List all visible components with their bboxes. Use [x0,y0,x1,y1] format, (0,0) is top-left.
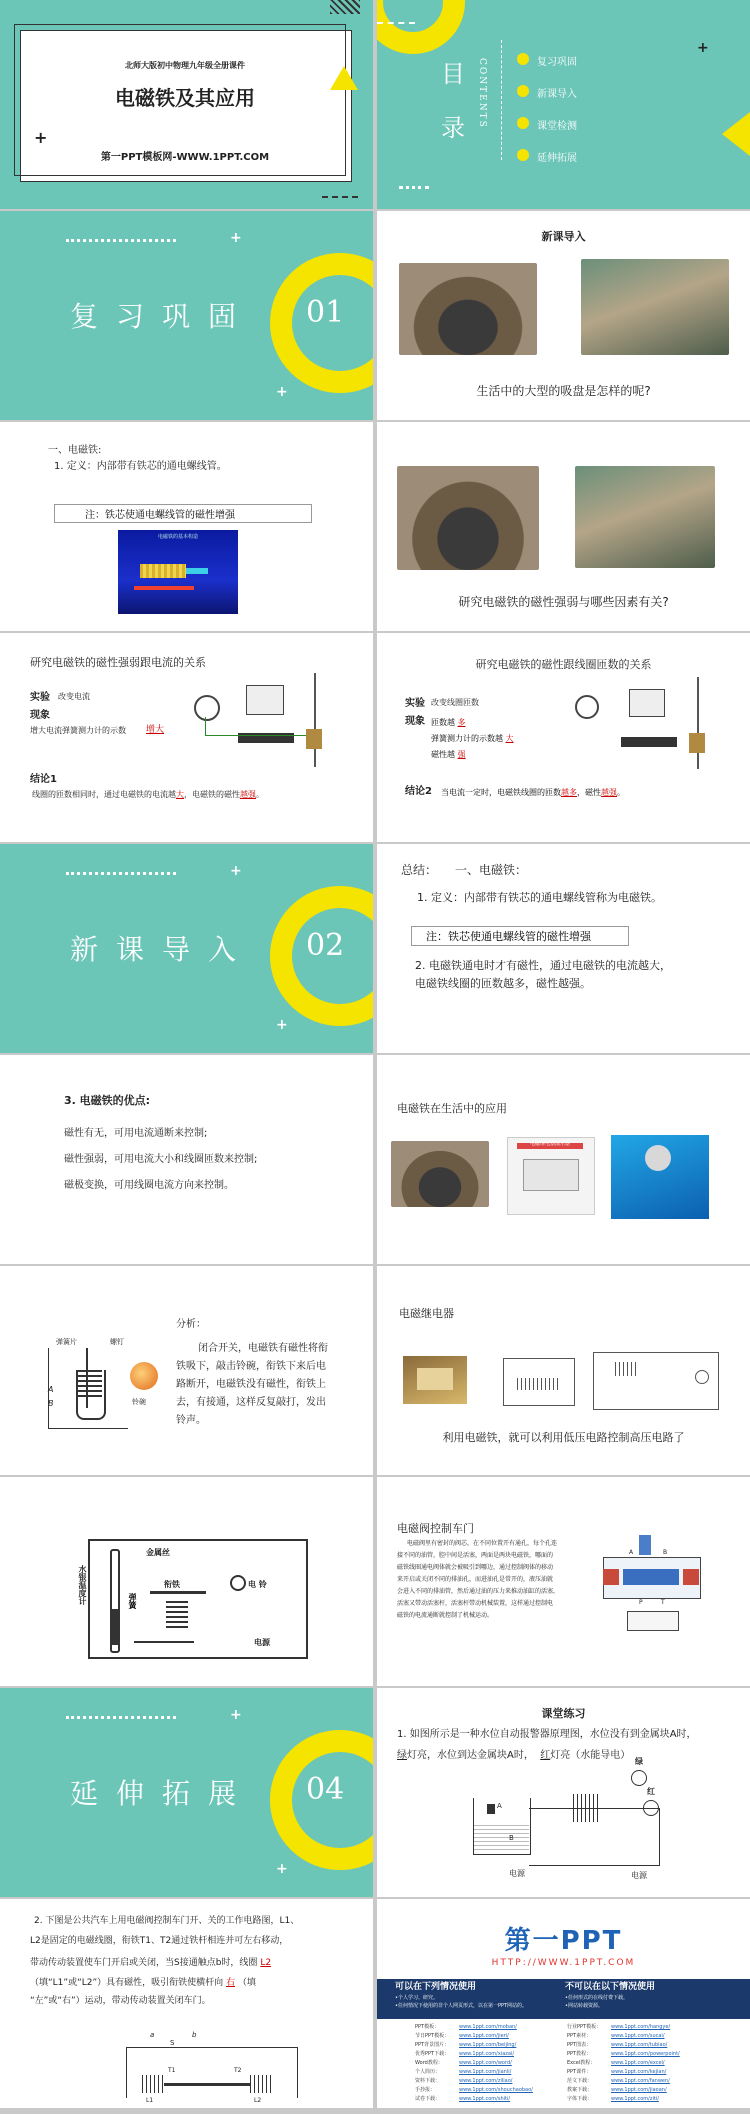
dots-decoration [66,239,176,245]
label-b: B [48,1399,54,1408]
triangle-decoration [330,66,358,90]
conc-answer: 越多 [561,788,577,797]
plus-icon: + [276,1017,288,1033]
link-row [415,2032,565,2041]
meter-box-icon [246,685,284,715]
slide-temperature-alarm[interactable] [0,1477,373,1686]
conc-text: 。 [617,788,625,797]
label-green: 绿 [635,1757,643,1766]
section-title: 复习巩固 [70,300,255,333]
conc-answer: 越强 [601,788,617,797]
links-right-list [567,2023,737,2104]
link-url[interactable]: www.1ppt.com/excel/ [611,2060,665,2066]
analysis-line-1: 闭合开关，电磁铁有磁性将衔 [198,1343,328,1354]
link-row [567,2023,737,2032]
conc-answer: 大 [176,790,184,799]
battery-icon [134,1641,194,1643]
slide-applications[interactable] [377,1055,750,1264]
question-text: （填 [237,1978,256,1988]
link-label: 范文下载： [567,2078,593,2084]
advantage-3: 磁极变换，可用线圈电流方向来控制。 [64,1180,234,1191]
slide-exercise-2[interactable] [0,1899,373,2108]
slide-advantages[interactable] [0,1055,373,1264]
allowed-title: 可以在下列情况使用 [395,1982,477,1992]
ammeter-icon [575,695,599,719]
link-label: PPT图表： [567,2042,592,2048]
question-line-1: 1. 如图所示是一种水位自动报警器原理图，水位没有到金属块A时， [397,1729,697,1740]
slide-contents[interactable] [377,0,750,209]
board-label: 电磁继电器演示器 [529,1141,570,1147]
link-row [415,2050,565,2059]
triangle-decoration [722,112,750,156]
slide-title: 研究电磁铁的磁性强弱跟电流的关系 [30,656,206,669]
slide-research-question[interactable] [377,422,750,631]
dots-decoration [66,872,176,878]
analysis-line-2: 铁吸下，敲击铃碗，衔铁下来后电 [176,1361,326,1372]
metal-block-icon [487,1804,495,1814]
question-line-5: “左”或“右”）运动，带动传动装置关闭车门。 [30,1996,211,2006]
label-t: T [661,1599,665,1606]
label-power-2: 电源 [631,1871,647,1880]
slide-heading: 新课导入 [541,230,586,243]
spool-icon [623,1569,679,1585]
bell-icon [230,1575,246,1591]
solenoid-left-icon [603,1569,619,1585]
label-thermometer: 水银温度计 [78,1565,87,1605]
valve-text-5: 会进入不同的排油管，然后通过油的压力来推动油缸的活塞， [397,1588,560,1595]
coil-icon [76,1370,102,1400]
slide-cover[interactable] [0,0,373,209]
slide-question: 生活中的大型的吸盘是怎样的呢? [476,384,651,398]
contents-lu: 录 [441,114,465,142]
slide-title: 电磁继电器 [399,1307,454,1320]
label-metal-wire: 金属丝 [146,1548,170,1557]
slide-relay[interactable] [377,1266,750,1475]
link-label: PPT模板： [415,2024,440,2030]
link-url[interactable]: www.1ppt.com/jianli/ [459,2069,512,2075]
disallowed-note-2: •网站转载资源。 [565,2003,603,2009]
note-box: 注：铁芯使通电螺线管的磁性增强 [54,504,312,523]
conc-text: ，磁性 [577,788,601,797]
green-lamp-icon [631,1770,647,1786]
label-power-1: 电源 [509,1869,525,1878]
water-icon [474,1822,529,1853]
label-a: A [497,1802,502,1810]
wire-line [48,1428,128,1429]
question-text: 灯亮（水能导电） [550,1750,631,1761]
link-url[interactable]: www.1ppt.com/ziti/ [611,2096,659,2102]
label-a: A [48,1385,54,1394]
link-label: 行业PPT模板： [567,2024,602,2030]
link-label: PPT教程： [567,2051,592,2057]
weights-icon [306,729,322,749]
contents-mu: 目 [441,60,465,88]
slide-section-01[interactable] [0,211,373,420]
exp-text: 改变线圈匝数 [431,698,479,707]
link-url[interactable]: www.1ppt.com/shiti/ [459,2096,511,2102]
exp-label: 实验 [30,692,50,703]
coil-icon [517,1378,559,1390]
summary-heading: 一、电磁铁： [455,863,528,877]
dots-decoration [66,1716,176,1722]
pump-icon [627,1611,679,1631]
phen-answer: 多 [457,718,466,727]
label-red: 红 [647,1787,655,1796]
link-label: Excel教程： [567,2060,596,2066]
slide-solenoid-valve[interactable] [377,1477,750,1686]
question-line-4 [30,1975,256,1988]
menu-dot-icon [517,117,529,129]
label-b: B [509,1834,514,1842]
summary-line-1: 1. 定义：内部带有铁芯的通电螺线管称为电磁铁。 [417,891,662,904]
phen-label: 现象 [405,716,425,727]
label-b: B [663,1549,668,1556]
link-label: 资料下载： [415,2078,441,2084]
link-label: 节日PPT模板： [415,2033,450,2039]
brand-url[interactable]: HTTP://WWW.1PPT.COM [491,1958,636,1968]
question-line-1: 2. 下图是公共汽车上用电磁阀控制车门开、关的工作电路图，L1、 [34,1916,300,1926]
link-row [415,2041,565,2050]
valve-text-4: 来开启或关闭不同的排油孔，而进油孔是常开的，液压油就 [397,1576,554,1583]
phen-text: 磁性越 [431,750,455,759]
contents-en: CONTENTS [477,58,487,129]
link-row [567,2068,737,2077]
label-t1: T1 [168,2067,176,2074]
answer-green: 绿 [397,1750,407,1761]
section-number: 01 [306,295,345,330]
link-label: PPT课件： [567,2069,592,2075]
phen-answer: 大 [505,734,514,743]
divider [501,40,503,160]
spring-stand-icon [314,673,316,767]
label-spring: 弹簧 [128,1593,137,1609]
steel-lift-photo [575,466,715,568]
link-row [415,2059,565,2068]
phen-text: 匝数越 [431,718,455,727]
question-text: 灯亮，水位到达金属块A时， [407,1750,534,1761]
link-row [567,2050,737,2059]
exp-text: 改变电流 [58,692,90,701]
label-t2: T2 [234,2067,242,2074]
label-b: b [192,2031,197,2039]
allowed-note-2: •任何情况下使用的非个人网页形式，以在第一PPT网站的。 [395,2003,528,2009]
slide-title: 电磁阀控制车门 [397,1522,474,1535]
label-p: P [639,1599,643,1606]
valve-text-2: 接不同的油管，腔中间是活塞，两面是两块电磁铁，哪面的 [397,1552,554,1559]
conc-label: 结论2 [405,786,432,797]
menu-item-test[interactable]: 课堂检测 [537,121,577,132]
wire-icon [205,717,306,736]
section-number: 02 [306,928,345,963]
summary-line-2: 2. 电磁铁通电时才有磁性，通过电磁铁的电流越大， [415,959,671,972]
phen-line-1 [431,717,466,728]
phen-text: 增大电流弹簧测力计的示数 [30,726,126,735]
menu-dot-icon [517,149,529,161]
slide-section-04[interactable] [0,1688,373,1897]
link-row [415,2086,565,2095]
meter-box-icon [629,689,665,717]
section-number: 04 [306,1772,345,1807]
question-line-3 [30,1955,271,1968]
conc-text: 当电流一定时，电磁铁线圈的匝数 [441,788,561,797]
label-l1: L1 [146,2097,154,2104]
valve-text-3: 磁铁线圈通电阀体就会被吸引到哪边，通过控制阀体的移动 [397,1564,554,1571]
link-url[interactable]: www.1ppt.com/word/ [459,2060,512,2066]
answer-coil: L2 [260,1958,272,1968]
analysis-line-3: 路断开，电磁铁没有磁性，衔铁上 [176,1379,326,1390]
wire-line [48,1348,49,1428]
magnet-crane-photo [391,1141,489,1207]
advantages-heading: 3. 电磁铁的优点: [64,1094,151,1107]
circuit-lines [529,1808,660,1866]
link-label: PPT背景图片： [415,2042,450,2048]
slide-title: 研究电磁铁的磁性跟线圈匝数的关系 [475,658,652,671]
section-title: 延伸拓展 [70,1777,255,1810]
spring-stand-icon [697,677,699,769]
board-inner [523,1159,579,1191]
slide-question: 研究电磁铁的磁性强弱与哪些因素有关? [458,595,669,609]
label-l2: L2 [254,2097,262,2104]
slide-credits[interactable] [377,1899,750,2108]
analysis-heading: 分析： [176,1319,206,1330]
weights-icon [689,733,705,753]
solenoid-right-icon [683,1569,699,1585]
link-row [415,2077,565,2086]
bell-dome [645,1145,671,1171]
question-text: （填“L1”或“L2”）具有磁性，吸引衔铁使横杆向 [30,1978,224,1988]
link-row [567,2059,737,2068]
conc-text: ，电磁铁的磁性 [184,790,240,799]
valve-text-1: 电磁阀里有密封的阀芯，在不同位置开有通孔，每个孔连 [407,1540,558,1547]
label-bell: 铃碗 [132,1398,146,1406]
phen-answer: 强 [457,750,466,759]
circuit-frame [88,1539,308,1659]
link-url[interactable]: www.1ppt.com/jieri/ [459,2033,509,2039]
label-screw: 螺钉 [110,1338,124,1346]
link-url[interactable]: www.1ppt.com/tubiao/ [611,2042,668,2048]
conc-label: 结论1 [30,774,57,785]
coil-l1-icon [142,2075,164,2093]
relay-coil [417,1368,453,1390]
link-url[interactable]: www.1ppt.com/xiazai/ [459,2051,515,2057]
cover-site: 第一PPT模板网-WWW.1PPT.COM [100,152,270,163]
link-label: PPT素材： [567,2033,592,2039]
links-left-list [415,2023,565,2104]
armature-bar [150,1591,206,1594]
question-line-2: L2是固定的电磁线圈，衔铁T1、T2通过铁杆相连并可左右移动， [30,1936,289,1946]
cover-subtitle: 北师大版初中物理九年级全册课件 [125,61,245,70]
link-url[interactable]: www.1ppt.com/shouchaobao/ [459,2087,533,2093]
phen-line-2 [431,733,514,744]
stripes-decoration [330,0,360,14]
plus-icon: + [34,128,48,147]
plus-icon: + [276,1861,288,1877]
rheostat-icon [621,737,677,747]
link-row [415,2068,565,2077]
answer-direction: 右 [226,1978,236,1988]
slide-title: 课堂练习 [541,1707,586,1720]
link-label: 手抄报： [415,2087,436,2093]
link-label: 试卷下载： [415,2096,441,2102]
label-spring: 弹簧片 [56,1338,77,1346]
steel-lift-photo [581,259,729,355]
conclusion-line [441,787,625,798]
cover-title: 电磁铁及其应用 [115,86,255,110]
summary-label: 总结： [401,863,438,877]
menu-dot-icon [517,85,529,97]
slide-summary[interactable] [377,844,750,1053]
plus-icon: + [230,1707,242,1723]
electromagnet-icon [166,1601,188,1629]
summary-line-3: 电磁铁线圈的匝数越多，磁性越强。 [415,977,591,990]
label-a: a [150,2031,155,2039]
dash-decoration [377,22,415,34]
plus-icon: + [276,384,288,400]
link-url[interactable]: www.1ppt.com/hangye/ [611,2024,671,2030]
answer-red: 红 [540,1750,551,1761]
menu-item-extend[interactable]: 延伸拓展 [537,153,577,164]
magnet-crane-photo [397,466,539,570]
link-row [567,2086,737,2095]
plus-icon: + [697,40,709,56]
exp-label: 实验 [405,698,425,709]
analysis-line-5: 铃声。 [176,1415,206,1426]
link-row [415,2095,565,2104]
link-url[interactable]: www.1ppt.com/beijing/ [459,2042,517,2048]
link-label: 个人简历： [415,2069,441,2075]
question-text: 带动传动装置使车门开启或关闭，当S接通触点b时，线圈 [30,1958,258,1968]
iron-rod-icon [164,2083,250,2086]
mercury-column [112,1609,118,1645]
conclusion-line [32,789,264,800]
link-url[interactable]: www.1ppt.com/ziliao/ [459,2078,513,2084]
link-url[interactable]: www.1ppt.com/powerpoint/ [611,2051,680,2057]
phen-line-3 [431,749,466,760]
disallowed-note-1: •任何形式的在线付费下载。 [565,1995,628,2001]
disallowed-title: 不可以在以下情况使用 [565,1982,656,1992]
conc-text: 线圈的匝数相同时，通过电磁铁的电流越 [32,790,176,799]
phen-label: 现象 [30,710,50,721]
advantage-1: 磁性有无，可用电流通断来控制; [64,1128,208,1139]
line-definition: 1. 定义：内部带有铁芯的通电螺线管。 [54,461,227,472]
core-shape [186,568,208,574]
link-row [567,2041,737,2050]
dots-decoration [399,186,429,192]
label-a: A [629,1549,634,1556]
slide-exercise-1[interactable] [377,1688,750,1897]
slide-definition[interactable] [0,422,373,631]
allowed-note-1: •个人学习、研究。 [395,1995,438,2001]
link-url[interactable]: www.1ppt.com/kejian/ [611,2069,667,2075]
analysis-line-4: 去，有接通，这样反复敲打，发出 [176,1397,326,1408]
menu-item-review[interactable]: 复习巩固 [537,57,577,68]
label-armature: 衔铁 [164,1580,180,1589]
coil-shape [140,564,186,578]
line-heading: 一、电磁铁: [48,445,102,456]
slide-new-intro[interactable] [377,211,750,420]
link-label: 教案下载： [567,2087,593,2093]
link-label: 优秀PPT下载： [415,2051,450,2057]
dash-decoration [322,196,358,200]
link-label: Word教程： [415,2060,443,2066]
phen-answer: 增大 [146,725,165,735]
link-url[interactable]: www.1ppt.com/jiaoan/ [611,2087,667,2093]
plus-icon: + [230,230,242,246]
link-row [567,2032,737,2041]
slide-current-experiment[interactable] [0,633,373,842]
question-line-2 [397,1746,630,1761]
link-row [567,2077,737,2086]
phen-text: 弹簧测力计的示数越 [431,734,503,743]
note-box: 注：铁芯使通电螺线管的磁性增强 [411,926,629,946]
menu-item-new[interactable]: 新课导入 [537,89,577,100]
bell-icon [130,1362,158,1390]
menu-dot-icon [517,53,529,65]
valve-text-7: 磁铁的电流通断就控制了机械运动。 [397,1612,494,1619]
label-s: S [170,2039,175,2047]
label-power: 电源 [254,1638,270,1647]
diagram-caption: 电磁铁的基本构造 [157,534,198,540]
conc-text: 。 [256,790,264,799]
valve-text-6: 活塞又带动活塞杆，活塞杆带动机械装置，这样通过控制电 [397,1600,554,1607]
lamp-icon [695,1370,709,1384]
link-url[interactable]: www.1ppt.com/sucai/ [611,2033,665,2039]
slide-title: 电磁铁在生活中的应用 [397,1102,507,1115]
cylinder-icon [639,1535,651,1555]
plus-icon: + [230,863,242,879]
slide-section-02[interactable] [0,844,373,1053]
conc-answer: 越强 [240,790,256,799]
relay-caption: 利用电磁铁，就可以利用低压电路控制高压电路了 [442,1431,685,1444]
link-url[interactable]: www.1ppt.com/moban/ [459,2024,517,2030]
link-row [415,2023,565,2032]
slide-turns-experiment[interactable] [377,633,750,842]
wire-shape [134,586,194,590]
advantage-2: 磁性强弱，可用电流大小和线圈匝数来控制; [64,1154,258,1165]
link-label: 字体下载： [567,2096,593,2102]
link-url[interactable]: www.1ppt.com/fanwen/ [611,2078,670,2084]
coil-l2-icon [250,2075,272,2093]
magnet-crane-photo [399,263,537,355]
coil-icon [615,1362,639,1376]
label-electric-bell: 电 铃 [248,1580,267,1589]
slide-bell-analysis[interactable] [0,1266,373,1475]
section-title: 新课导入 [70,933,255,966]
brand-logo: 第一PPT [504,1926,623,1956]
link-row [567,2095,737,2104]
